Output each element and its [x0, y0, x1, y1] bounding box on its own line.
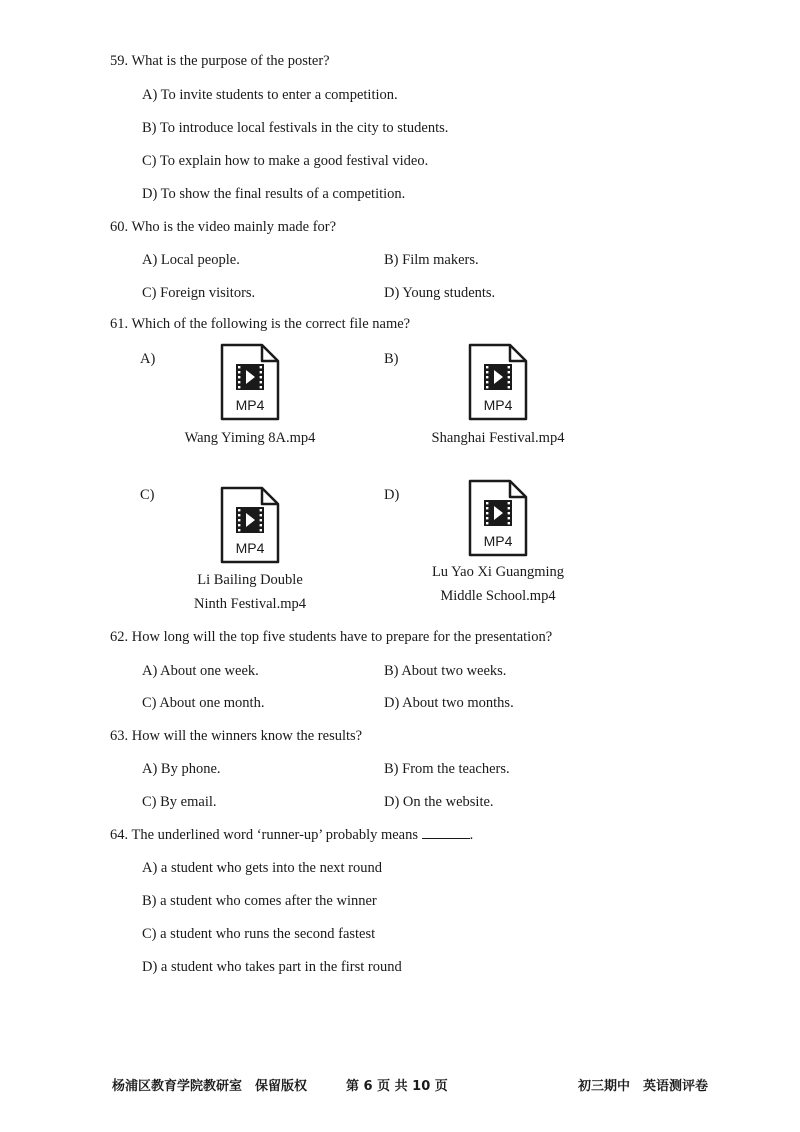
question-61-option-d-filename — [398, 560, 598, 608]
question-61-option-c-letter: C) — [140, 487, 155, 503]
question-63-option-b: B) From the teachers. — [384, 761, 510, 777]
answer-blank — [422, 826, 470, 839]
question-60-stem: 60. Who is the video mainly made for? — [110, 219, 337, 235]
question-62-option-a: A) About one week. — [142, 663, 259, 679]
question-61-option-a-filename — [150, 426, 350, 450]
question-61-option-b-letter: B) — [384, 351, 399, 367]
question-64-stem-end: . — [469, 827, 474, 843]
filename-line: Lu Yao Xi Guangming — [431, 564, 565, 580]
question-61-option-b-filename — [398, 426, 598, 450]
mp4-file-icon — [218, 342, 282, 422]
question-59-option-c: C) To explain how to make a good festival video. — [142, 153, 429, 169]
question-62-option-d: D) About two months. — [384, 695, 514, 711]
question-59-option-d: D) To show the final results of a competition. — [142, 186, 406, 202]
filename-line: Wang Yiming 8A.mp4 — [184, 430, 316, 446]
footer-copyright: 杨浦区教育学院教研室 保留版权 — [112, 1079, 308, 1094]
question-60-option-d: D) Young students. — [384, 285, 496, 301]
mp4-badge-text: MP4 — [483, 397, 513, 413]
question-63-stem: 63. How will the winners know the results? — [110, 728, 363, 744]
question-61-option-c-filename — [150, 568, 350, 616]
filename-line: Li Bailing Double — [197, 572, 303, 588]
mp4-file-icon — [466, 342, 530, 422]
mp4-badge-text: MP4 — [483, 533, 513, 549]
question-60-option-c: C) Foreign visitors. — [142, 285, 256, 301]
question-59-option-b: B) To introduce local festivals in the city to students. — [142, 120, 449, 136]
mp4-file-icon — [218, 485, 282, 565]
question-63-option-d: D) On the website. — [384, 794, 494, 810]
question-63-option-a: A) By phone. — [142, 761, 221, 777]
question-59-stem: 59. What is the purpose of the poster? — [110, 53, 330, 69]
footer-page-number: 第 6 页 共 10 页 — [346, 1079, 448, 1094]
question-60-option-a: A) Local people. — [142, 252, 240, 268]
question-62-stem: 62. How long will the top five students have to prepare for the presentation? — [110, 629, 553, 645]
mp4-badge-text: MP4 — [235, 540, 265, 556]
question-64-stem — [110, 826, 473, 844]
question-64-option-d: D) a student who takes part in the first round — [142, 959, 402, 975]
question-64-option-c: C) a student who runs the second fastest — [142, 926, 376, 942]
question-61-stem: 61. Which of the following is the correct file name? — [110, 316, 411, 332]
mp4-file-icon — [466, 478, 530, 558]
filename-line: Ninth Festival.mp4 — [194, 596, 306, 612]
question-64-stem-text: 64. The underlined word ‘runner-up’ probably means — [110, 827, 419, 843]
question-62-option-c: C) About one month. — [142, 695, 265, 711]
footer-exam-title: 初三期中 英语测评卷 — [578, 1079, 709, 1094]
filename-line: Middle School.mp4 — [440, 588, 556, 604]
question-59-option-a: A) To invite students to enter a competition. — [142, 87, 398, 103]
filename-line: Shanghai Festival.mp4 — [431, 430, 565, 446]
question-61-option-a-letter: A) — [140, 351, 156, 367]
question-64-option-b: B) a student who comes after the winner — [142, 893, 377, 909]
mp4-badge-text: MP4 — [235, 397, 265, 413]
question-60-option-b: B) Film makers. — [384, 252, 479, 268]
question-61-option-d-letter: D) — [384, 487, 400, 503]
question-64-option-a: A) a student who gets into the next round — [142, 860, 383, 876]
question-62-option-b: B) About two weeks. — [384, 663, 507, 679]
question-63-option-c: C) By email. — [142, 794, 217, 810]
